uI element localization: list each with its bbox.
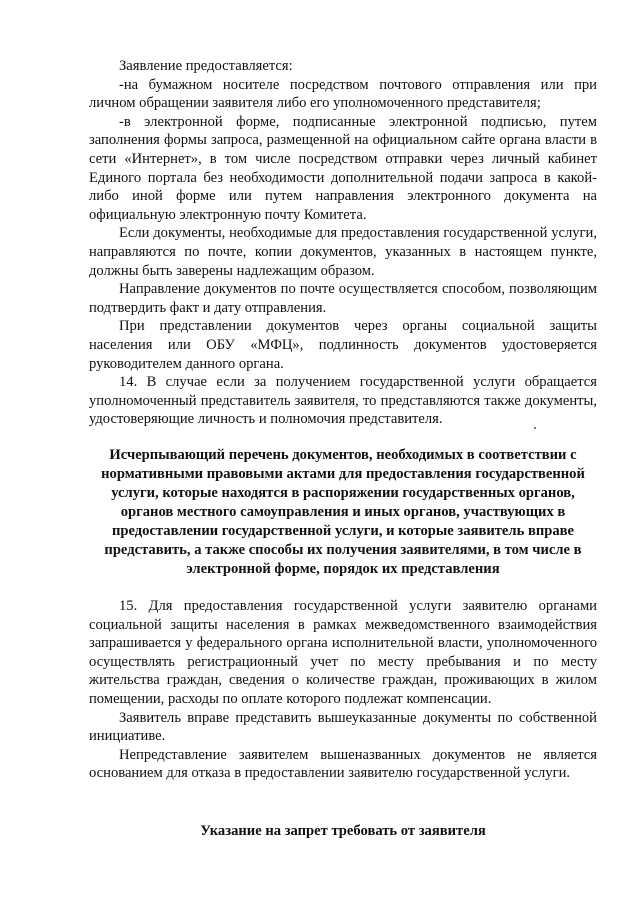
paragraph-authenticity: При представлении документов через органы социальной защиты населения или ОБУ «МФЦ», подлинность документов удостоверяется руководителем данного органа. bbox=[89, 318, 597, 372]
section-heading-documents: Исчерпывающий перечень документов, необходимых в соответствии с нормативными правовыми актами для предоставления государственной услуги, которые находятся в распоряжении государственных органов, органов местного самоуправления и иных органов, участвующих в предоставлении государственной услуги, и которые заявитель вправе представить, а также способы их получения заявителями, в том числе в электронной форме, порядок их представления bbox=[101, 447, 585, 577]
paragraph-postal-copies: Если документы, необходимые для предоставления государственной услуги, направляются по почте, копии документов, указанных в настоящем пункте, должны быть заверены надлежащим образом. bbox=[89, 225, 597, 279]
paragraph-item-14: 14. В случае если за получением государственной услуги обращается уполномоченный представитель заявителя, то представляются также документы, удостоверяющие личность и полномочия представителя. bbox=[89, 374, 597, 428]
paragraph-item-15: 15. Для предоставления государственной услуги заявителю органами социальной защиты населения в рамках межведомственного взаимодействия запрашивается у федерального органа исполнительной власти, уполномоченного осуществлять регистрационный учет по месту пребывания и по месту жительства граждан, сведения о количестве граждан, проживающих в жилом помещении, расходы по оплате которого подлежат компенсации. bbox=[89, 598, 597, 707]
paragraph-submission-intro: Заявление предоставляется: bbox=[119, 58, 293, 74]
paragraph-non-submission: Непредставление заявителем вышеназванных документов не является основанием для отказа в предоставлении заявителю государственной услуги. bbox=[89, 746, 597, 782]
paragraph-own-initiative: Заявитель вправе представить вышеуказанные документы по собственной инициативе. bbox=[89, 709, 597, 745]
paragraph-paper-form: -на бумажном носителе посредством почтового отправления или при личном обращении заявителя либо его уполномоченного представителя; bbox=[89, 76, 597, 112]
scan-speck bbox=[534, 427, 536, 429]
text-block-submission bbox=[89, 57, 597, 429]
paragraph-electronic-form: -в электронной форме, подписанные электронной подписью, путем заполнения формы запроса, размещенной на официальном сайте органа власти в сети «Интернет», в том числе посредством отправки через личный кабинет Единого портала без необходимости дополнительной подачи запроса в какой-либо иной форме или путем направления электронного документа на официальную электронную почту Комитета. bbox=[89, 113, 597, 223]
paragraph-postal-confirmation: Направление документов по почте осуществляется способом, позволяющим подтвердить факт и дату отправления. bbox=[89, 281, 597, 316]
section-heading-prohibition: Указание на запрет требовать от заявителя bbox=[200, 823, 486, 839]
text-block-interagency bbox=[89, 597, 597, 783]
